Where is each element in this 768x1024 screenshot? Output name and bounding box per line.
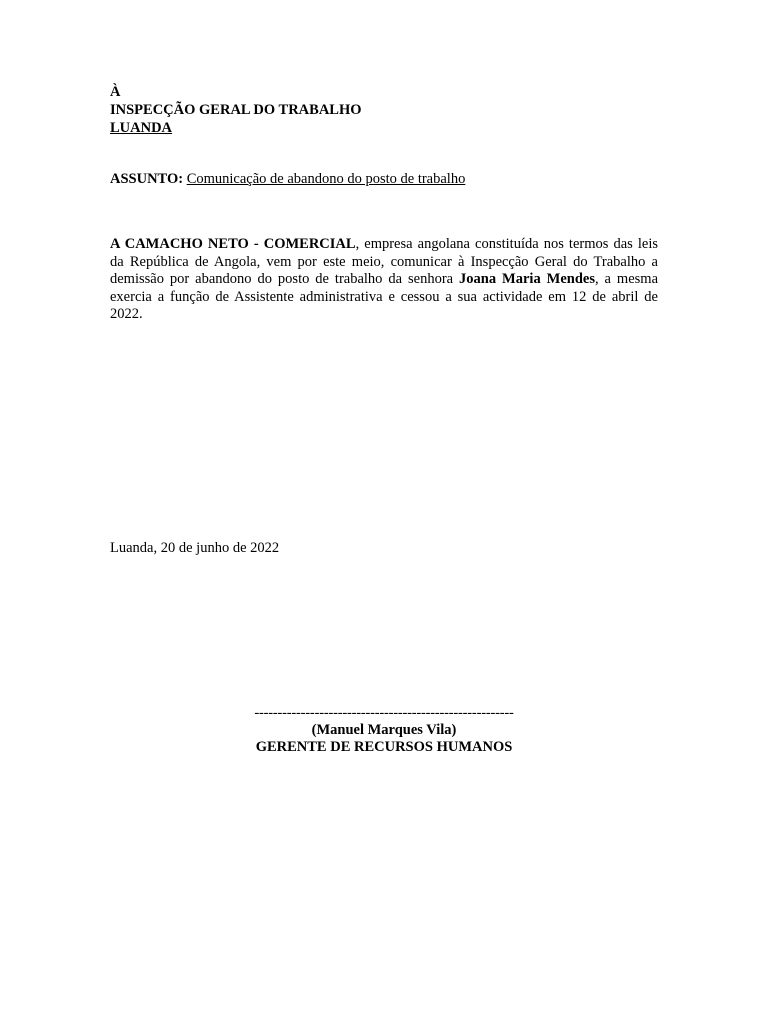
body-paragraph (110, 236, 658, 324)
addressee-block (110, 83, 362, 137)
addressee-institution: INSPECÇÃO GERAL DO TRABALHO (110, 102, 362, 118)
body-text-part-2: , a mesma exercia a função de Assistente administrativa e cessou a sua actividade em 12 de abril de 2022. (110, 271, 659, 322)
signature-block (200, 705, 568, 756)
signatory-role: GERENTE DE RECURSOS HUMANOS (255, 739, 513, 755)
company-name: A CAMACHO NETO - COMERCIAL (110, 236, 356, 252)
signatory-name: (Manuel Marques Vila) (311, 722, 457, 738)
place-date: Luanda, 20 de junho de 2022 (110, 540, 280, 556)
subject-text: Comunicação de abandono do posto de trabalho (186, 171, 466, 187)
subject-label: ASSUNTO: (110, 171, 184, 187)
addressee-prefix: À (110, 84, 121, 100)
addressee-city: LUANDA (110, 120, 173, 136)
subject-line (110, 170, 465, 188)
signature-line: -------------------------------------------------------- (254, 705, 514, 721)
body-text-part-1: , empresa angolana constituída nos termos das leis da República de Angola, vem por este meio, comunicar à Inspecção Geral do Trabalho a demissão por abandono do posto de trabalho da senhora (110, 236, 658, 287)
employee-name: Joana Maria Mendes (459, 271, 595, 287)
